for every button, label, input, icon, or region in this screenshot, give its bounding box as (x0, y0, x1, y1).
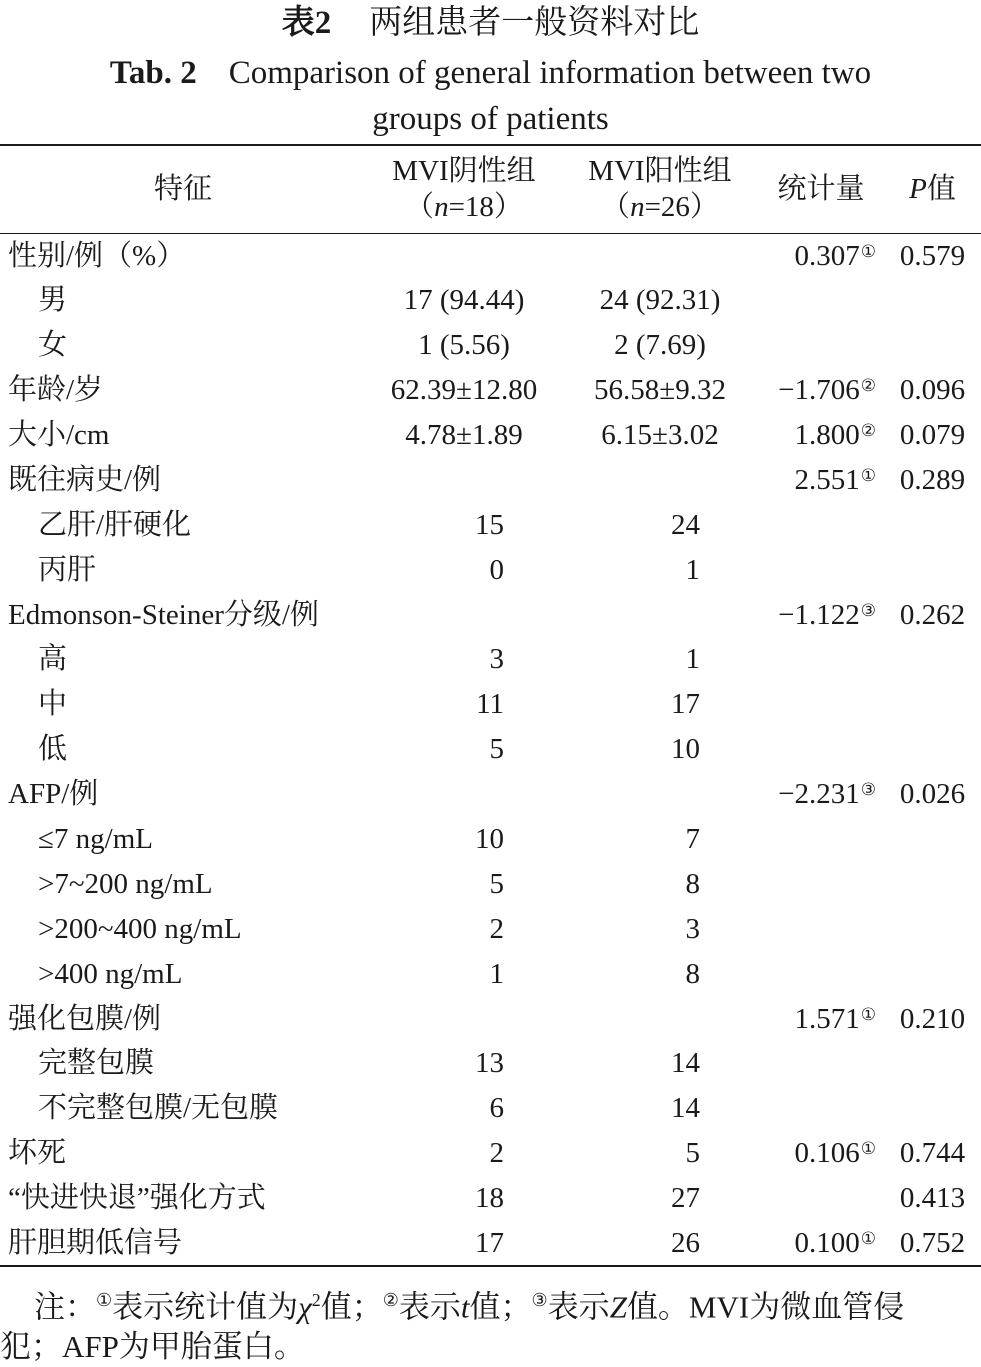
cell-mvi-negative (366, 592, 562, 637)
cell-feature: >7~200 ng/mL (38, 867, 213, 900)
cell-p-value: 0.026 (899, 778, 966, 811)
cell-mvi-positive: 1 (685, 643, 700, 676)
cell-statistic: −1.706② (778, 374, 876, 407)
cell-p-value (884, 861, 981, 906)
cell-p-value: 0.289 (899, 463, 966, 496)
cell-p-value: 0.752 (899, 1226, 966, 1259)
cell-p-value (884, 547, 981, 592)
table-row (0, 906, 981, 951)
cell-p-value (884, 727, 981, 772)
cell-mvi-positive: 7 (685, 823, 700, 856)
table-row (0, 727, 981, 772)
cell-statistic: 1.571① (794, 1002, 876, 1035)
table-row (0, 278, 981, 323)
cell-feature: 既往病史/例 (8, 463, 162, 496)
cell-mvi-negative: 5 (489, 867, 504, 900)
p-letter: P (909, 173, 927, 206)
cell-mvi-negative (366, 457, 562, 502)
cell-p-value: 0.210 (899, 1002, 966, 1035)
cell-mvi-positive: 17 (671, 688, 700, 721)
cell-feature: AFP/例 (8, 778, 99, 811)
table-title-cn-text: 两组患者一般资料对比 (369, 5, 700, 41)
header-mvi-positive (562, 145, 758, 233)
cell-feature: >200~400 ng/mL (38, 912, 242, 945)
header-neg-label: MVI阴性组 (392, 155, 536, 188)
cell-mvi-positive (562, 772, 758, 817)
cell-p-value (884, 1041, 981, 1086)
cell-mvi-positive (562, 592, 758, 637)
cell-feature: >400 ng/mL (38, 957, 183, 990)
table-row (0, 1041, 981, 1086)
cell-p-value (884, 278, 981, 323)
pos-n-value: 26 (660, 191, 690, 224)
cell-p-value (884, 502, 981, 547)
cell-statistic (758, 323, 884, 368)
cell-mvi-positive (562, 996, 758, 1041)
cell-statistic (758, 547, 884, 592)
cell-mvi-positive: 3 (685, 912, 700, 945)
header-pos-n: （n=26） (601, 191, 719, 224)
cell-feature: 男 (38, 284, 68, 317)
cell-p-value (884, 906, 981, 951)
cell-statistic (758, 682, 884, 727)
table-row (0, 951, 981, 996)
cell-mvi-negative (366, 772, 562, 817)
cell-mvi-negative: 1 (5.56) (418, 329, 510, 362)
cell-feature: 大小/cm (8, 419, 110, 451)
cell-feature: Edmonson-Steiner分级/例 (8, 598, 319, 631)
table-row (0, 1221, 981, 1266)
cell-mvi-negative: 13 (475, 1047, 504, 1080)
cell-statistic (758, 817, 884, 862)
header-mvi-negative (366, 145, 562, 233)
table-row (0, 1086, 981, 1131)
cell-p-value: 0.413 (899, 1182, 966, 1215)
cell-statistic: 0.106① (794, 1137, 876, 1170)
cell-p-value (884, 1086, 981, 1131)
cell-mvi-negative: 0 (489, 553, 504, 586)
table-row (0, 457, 981, 502)
cell-mvi-positive: 6.15±3.02 (601, 419, 719, 451)
cell-statistic: 2.551① (794, 463, 876, 496)
table-row (0, 502, 981, 547)
cell-mvi-positive: 14 (671, 1092, 700, 1125)
cell-p-value: 0.079 (899, 419, 966, 451)
cell-mvi-negative: 15 (475, 508, 504, 541)
cell-feature: 高 (38, 643, 68, 676)
cell-feature: 完整包膜 (38, 1047, 155, 1080)
cell-statistic (758, 1176, 884, 1221)
table-note (0, 1280, 981, 1367)
cell-mvi-negative: 17 (475, 1226, 504, 1259)
cell-mvi-negative: 11 (476, 688, 504, 721)
cell-feature: 中 (38, 688, 68, 721)
table-row (0, 682, 981, 727)
table-row (0, 996, 981, 1041)
cell-statistic: −2.231③ (778, 778, 876, 811)
cell-mvi-negative: 6 (489, 1092, 504, 1125)
cell-feature: 乙肝/肝硬化 (38, 508, 192, 541)
cell-mvi-positive: 24 (671, 508, 700, 541)
table-row (0, 233, 981, 278)
cell-mvi-negative: 5 (489, 733, 504, 766)
cell-mvi-negative: 2 (489, 912, 504, 945)
table-row (0, 861, 981, 906)
table-row (0, 592, 981, 637)
cell-mvi-negative: 3 (489, 643, 504, 676)
cell-p-value: 0.579 (899, 239, 966, 272)
cell-p-value: 0.096 (899, 374, 966, 407)
table-row (0, 368, 981, 413)
table-title-en (0, 50, 981, 142)
header-feature: 特征 (153, 173, 212, 206)
cell-mvi-positive: 27 (671, 1182, 700, 1215)
cell-mvi-negative (366, 233, 562, 278)
cell-feature: 强化包膜/例 (8, 1002, 162, 1035)
table-row (0, 772, 981, 817)
cell-mvi-negative: 1 (489, 957, 504, 990)
cell-statistic (758, 727, 884, 772)
header-p-value (884, 145, 981, 233)
cell-statistic (758, 502, 884, 547)
cell-p-value (884, 817, 981, 862)
table-row (0, 637, 981, 682)
cell-p-value: 0.262 (899, 598, 966, 631)
table-row (0, 1176, 981, 1221)
header-row (0, 145, 981, 233)
cell-feature: 性别/例（%） (8, 239, 186, 272)
cell-feature: 不完整包膜/无包膜 (38, 1092, 279, 1125)
cell-p-value (884, 637, 981, 682)
cell-p-value (884, 323, 981, 368)
cell-mvi-positive: 8 (685, 957, 700, 990)
cell-mvi-positive (562, 233, 758, 278)
cell-statistic: 0.100① (794, 1226, 876, 1259)
header-neg-n: （n=18） (405, 191, 523, 224)
cell-mvi-positive: 24 (92.31) (599, 284, 721, 317)
table-row (0, 1131, 981, 1176)
table-number-en: Tab. 2 (109, 55, 197, 91)
table-row (0, 323, 981, 368)
table-body (0, 233, 981, 1266)
cell-mvi-positive: 10 (671, 733, 700, 766)
cell-feature: 年龄/岁 (8, 374, 104, 407)
cell-statistic (758, 861, 884, 906)
table-row (0, 547, 981, 592)
cell-statistic (758, 1041, 884, 1086)
table-row (0, 817, 981, 862)
p-suffix: 值 (926, 173, 956, 206)
cell-mvi-positive: 26 (671, 1226, 700, 1259)
cell-mvi-negative: 2 (489, 1137, 504, 1170)
data-table (0, 144, 981, 1267)
cell-statistic (758, 951, 884, 996)
neg-n-value: 18 (464, 191, 494, 224)
cell-statistic (758, 1086, 884, 1131)
cell-statistic: −1.122③ (778, 598, 876, 631)
cell-mvi-positive: 1 (685, 553, 700, 586)
table-title-cn (0, 0, 981, 46)
cell-statistic (758, 906, 884, 951)
cell-p-value: 0.744 (899, 1137, 966, 1170)
cell-mvi-negative: 17 (94.44) (403, 284, 525, 317)
cell-feature: 丙肝 (38, 553, 97, 586)
cell-mvi-negative (366, 996, 562, 1041)
cell-feature: “快进快退”强化方式 (8, 1182, 266, 1215)
cell-feature: 肝胆期低信号 (8, 1226, 183, 1259)
cell-mvi-negative: 10 (475, 823, 504, 856)
table-title-en-line2: groups of patients (372, 101, 609, 137)
cell-mvi-negative: 62.39±12.80 (390, 374, 538, 407)
cell-feature: 女 (38, 329, 68, 362)
table-row (0, 413, 981, 458)
note-line-2: 犯；AFP为甲胎蛋白。 (0, 1329, 305, 1365)
cell-p-value (884, 682, 981, 727)
table-number-cn: 表2 (281, 5, 332, 41)
cell-mvi-negative: 18 (475, 1182, 504, 1215)
cell-mvi-positive: 14 (671, 1047, 700, 1080)
cell-mvi-positive: 8 (685, 867, 700, 900)
cell-mvi-positive (562, 457, 758, 502)
cell-feature: 低 (38, 733, 68, 766)
cell-feature: ≤7 ng/mL (38, 823, 153, 856)
cell-statistic (758, 637, 884, 682)
note-line-1: 注：①表示统计值为$\chi^2$值；②表示t值；③表示Z值。MVI为微血管侵 (34, 1289, 905, 1325)
cell-statistic (758, 278, 884, 323)
cell-statistic: 1.800② (794, 419, 876, 451)
cell-p-value (884, 951, 981, 996)
header-statistic: 统计量 (777, 173, 865, 206)
cell-statistic: 0.307① (794, 239, 876, 272)
cell-mvi-positive: 5 (685, 1137, 700, 1170)
header-pos-label: MVI阳性组 (588, 155, 732, 188)
cell-mvi-positive: 2 (7.69) (614, 329, 706, 362)
cell-feature: 坏死 (8, 1137, 67, 1170)
cell-mvi-negative: 4.78±1.89 (405, 419, 523, 451)
table-title-en-line1: Comparison of general information between two (228, 55, 872, 91)
cell-mvi-positive: 56.58±9.32 (594, 374, 726, 407)
